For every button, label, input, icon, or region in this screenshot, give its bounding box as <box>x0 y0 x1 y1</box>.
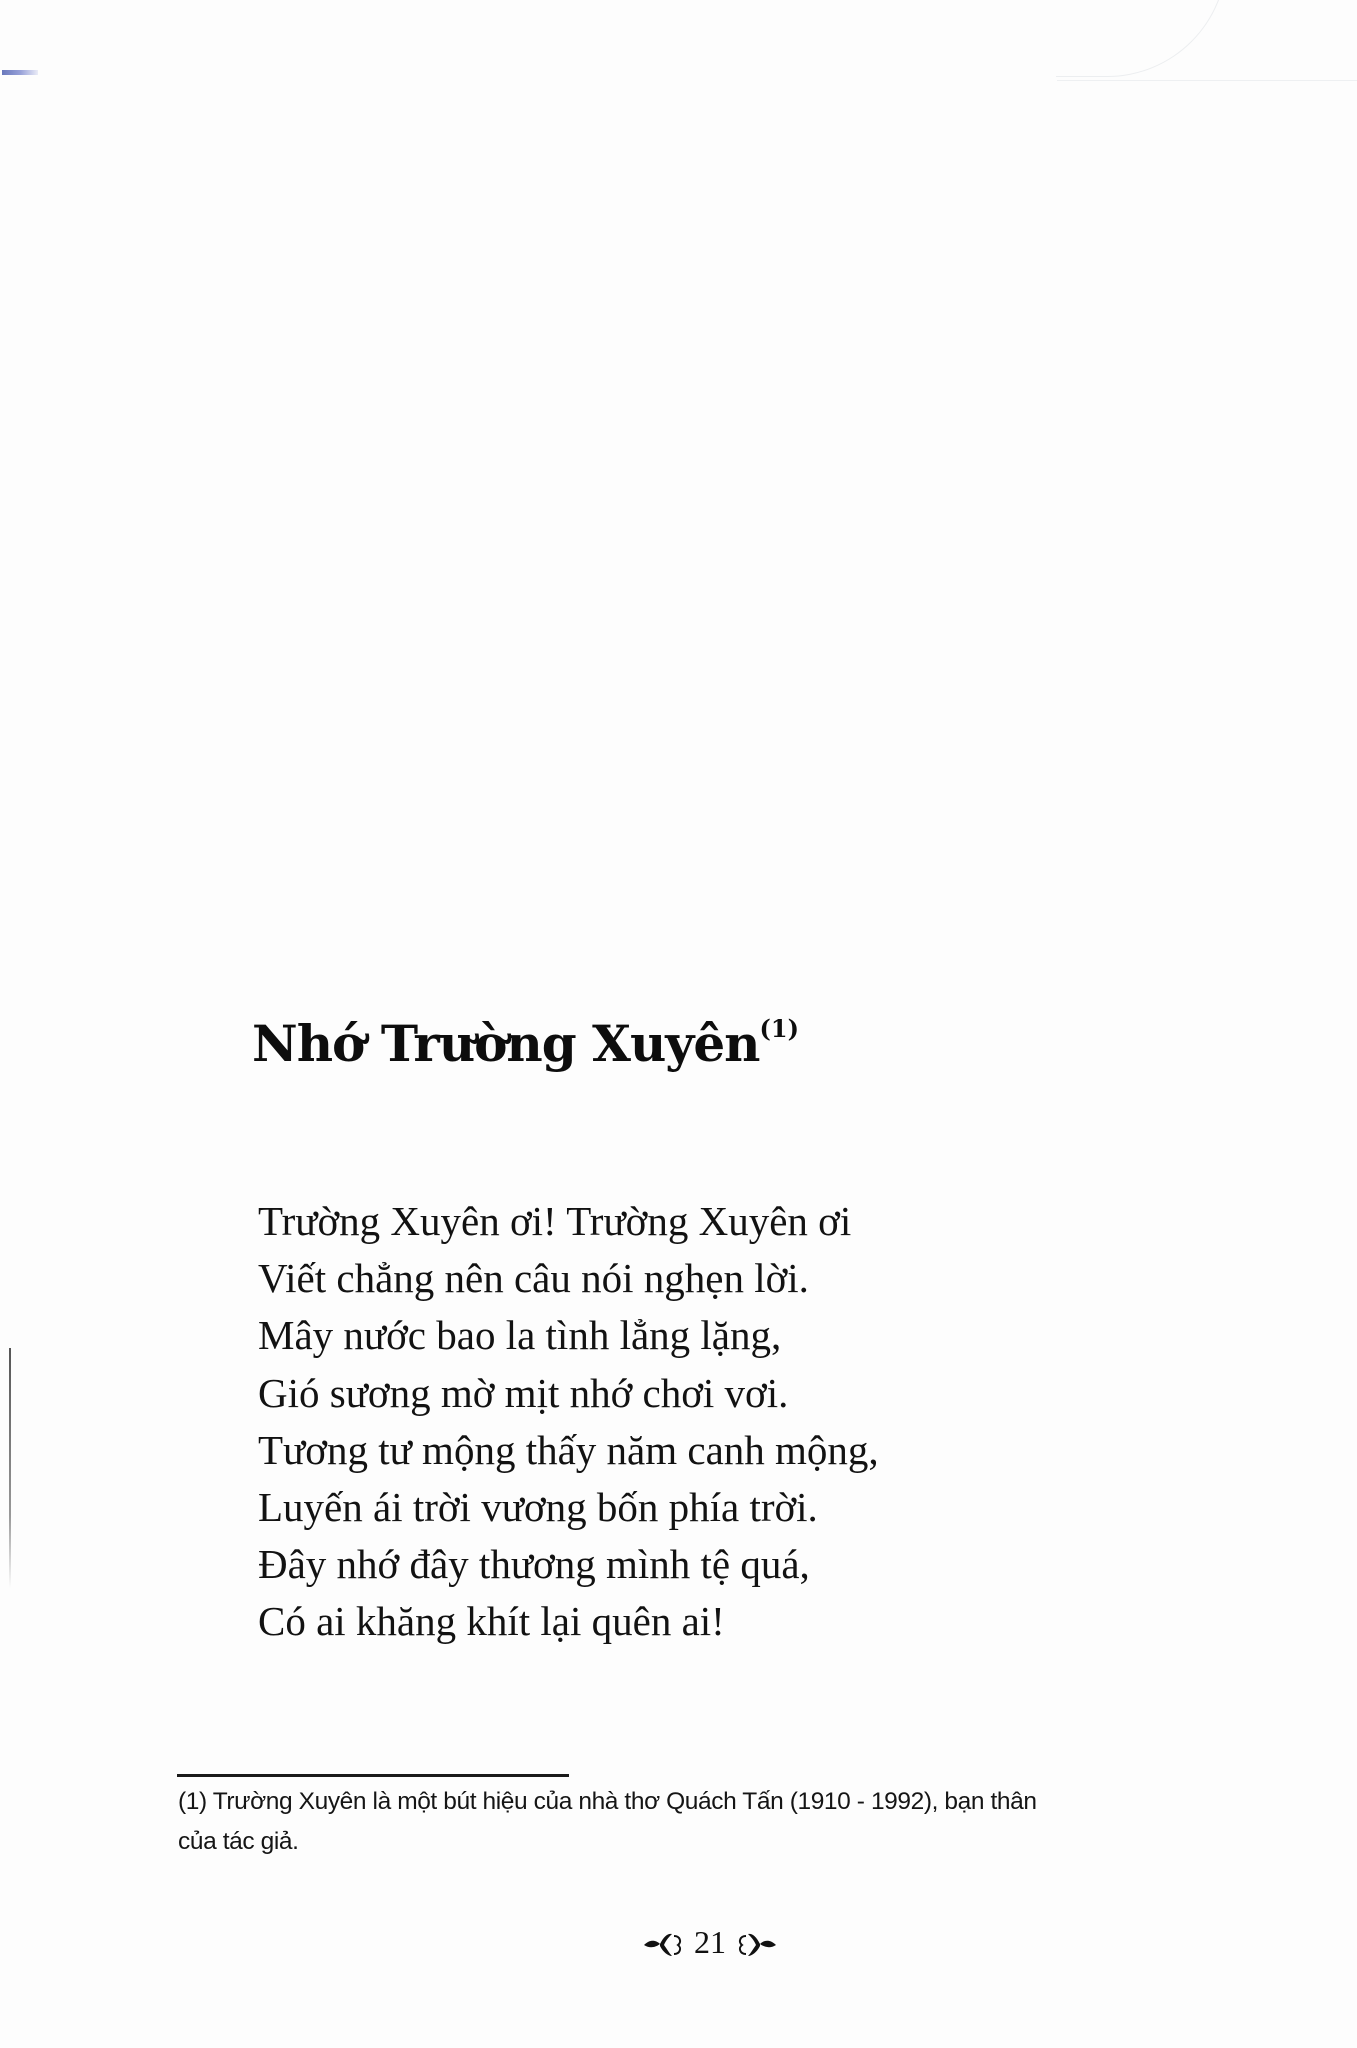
footnote-marker: (1) <box>759 1013 799 1043</box>
poem-title-text: Nhớ Trường Xuyên <box>252 1013 760 1073</box>
fleuron-right-icon <box>734 1928 778 1958</box>
poem-line: Mây nước bao la tình lẳng lặng, <box>258 1312 782 1359</box>
page-edge-line <box>9 1348 11 1588</box>
poem-line: Có ai khăng khít lại quên ai! <box>258 1598 725 1645</box>
page-number-block <box>620 1924 800 1961</box>
footnote-line: của tác giả. <box>178 1828 299 1855</box>
fleuron-left-icon <box>642 1928 686 1958</box>
poem-line: Gió sương mờ mịt nhớ chơi vơi. <box>258 1369 789 1416</box>
poem-line: Trường Xuyên ơi! Trường Xuyên ơi <box>258 1198 852 1244</box>
footnote <box>178 1782 1238 1862</box>
footnote-line: (1) Trường Xuyên là một bút hiệu của nhà thơ Quách Tấn (1910 - 1992), bạn thân <box>178 1788 1037 1815</box>
poem-title <box>252 1014 799 1073</box>
page-number: 21 <box>694 1924 726 1960</box>
poem-line: Đây nhớ đây thương mình tệ quá, <box>258 1541 810 1588</box>
footnote-divider <box>177 1774 569 1777</box>
page-corner-curl <box>1057 0 1357 81</box>
poem-line: Luyến ái trời vương bốn phía trời. <box>258 1484 818 1531</box>
poem-line: Tương tư mộng thấy năm canh mộng, <box>258 1426 879 1473</box>
poem-body <box>258 1193 879 1651</box>
poem-line: Viết chẳng nên câu nói nghẹn lời. <box>258 1255 809 1302</box>
scan-artifact-mark <box>2 70 38 75</box>
